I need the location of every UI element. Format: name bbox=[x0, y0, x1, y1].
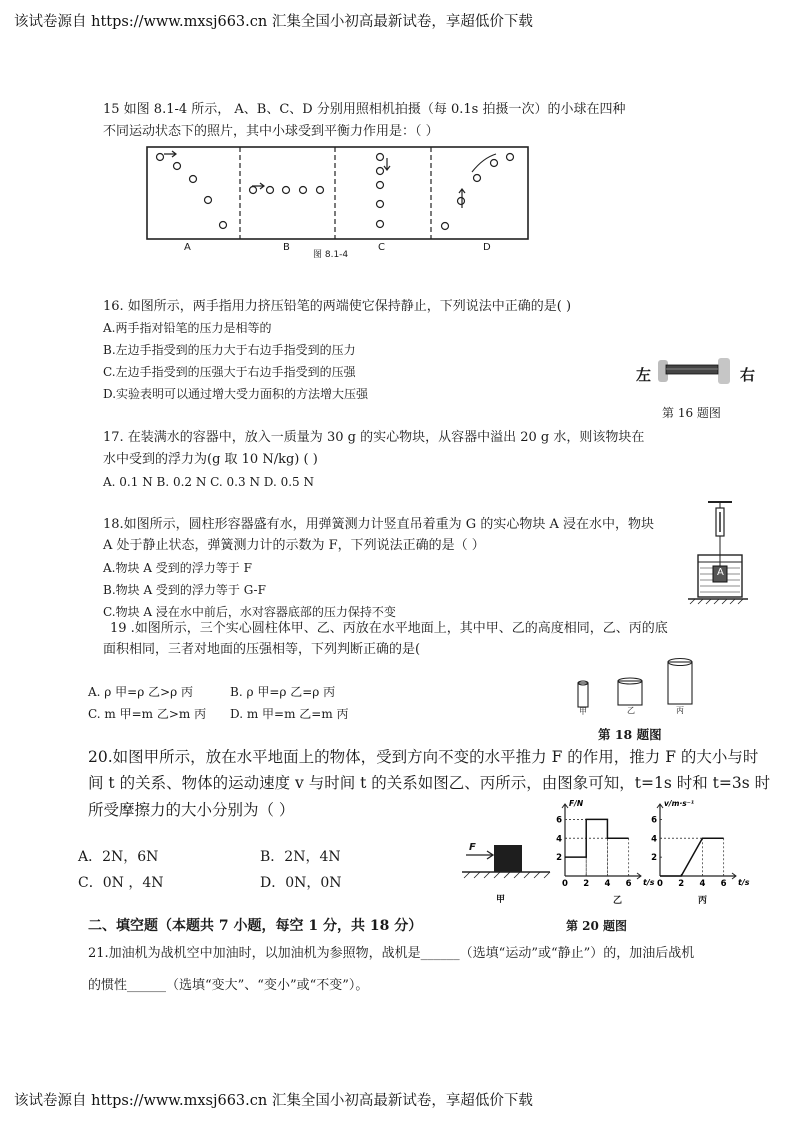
panel-c-balls bbox=[377, 154, 384, 228]
q19-figure-caption: 第 18 题图 bbox=[598, 727, 662, 742]
pushed-block bbox=[494, 845, 522, 872]
cylinder-label-jia: 甲 bbox=[579, 707, 587, 716]
x-axis-label: t/s bbox=[643, 878, 655, 887]
fig-label-jia: 甲 bbox=[496, 895, 506, 905]
section2-title: 二、填空题（本题共 7 小题，每空 1 分，共 18 分） bbox=[88, 918, 423, 934]
q16-option-c: C.左边手指受到的压强大于右边手指受到的压强 bbox=[103, 365, 356, 379]
q17-line2: 水中受到的浮力为(g 取 10 N/kg) ( ) bbox=[103, 452, 318, 467]
q16-label-right: 右 bbox=[740, 366, 756, 384]
q16-option-a: A.两手指对铅笔的压力是相等的 bbox=[103, 321, 272, 335]
panel-label-a: A bbox=[184, 242, 191, 253]
y-tick-label: 2 bbox=[651, 853, 657, 864]
cylinder-yi bbox=[618, 678, 642, 705]
force-label: F bbox=[469, 842, 476, 853]
y-tick-label: 4 bbox=[556, 834, 562, 845]
q20-option-c: C．0N ，4N bbox=[78, 875, 164, 891]
arrow-icon bbox=[384, 158, 390, 170]
q17-line1: 17. 在装满水的容器中，放入一质量为 30 g 的实心物块，从容器中溢出 20 g 水，则该物块在 bbox=[103, 430, 645, 445]
cylinder-label-yi: 乙 bbox=[627, 706, 635, 715]
velocity-time-plot bbox=[650, 800, 750, 900]
q19-figure bbox=[570, 655, 700, 741]
q19-option-b: B. ρ 甲=ρ 乙=ρ 丙 bbox=[230, 685, 336, 699]
q18-line1: 18.如图所示，圆柱形容器盛有水，用弹簧测力计竖直吊着重为 G 的实心物块 A 浸在水中，物块 bbox=[103, 517, 654, 532]
velocity-time-chart bbox=[650, 800, 760, 910]
panel-label-d: D bbox=[483, 242, 491, 253]
q15-line1: 15 如图 8.1-4 所示， A、B、C、D 分别用照相机拍摄（每 0.1s 拍摄一次）的小球在四种 bbox=[103, 102, 626, 117]
q15-line2: 不同运动状态下的照片，其中小球受到平衡力作用是：（ ） bbox=[103, 124, 439, 139]
panel-a-balls bbox=[157, 154, 227, 229]
x-tick-label: 2 bbox=[583, 879, 590, 889]
q18-option-b: B.物块 A 受到的浮力等于 G-F bbox=[103, 583, 266, 597]
y-tick-label: 6 bbox=[651, 815, 657, 826]
q20-line3: 所受摩擦力的大小分别为（ ） bbox=[88, 801, 295, 819]
q18-line2: A 处于静止状态，弹簧测力计的示数为 F，下列说法正确的是（ ） bbox=[103, 538, 485, 553]
x-tick-label: 2 bbox=[678, 879, 685, 889]
q20-line2: 间 t 的关系、物体的运动速度 v 与时间 t 的关系如图乙、丙所示，由图象可知，t=1s 时和 t=3s 时 bbox=[88, 774, 771, 792]
q15-photo-strip bbox=[146, 146, 530, 246]
pencil-icon bbox=[636, 352, 786, 392]
q16-figure-caption: 第 16 题图 bbox=[662, 406, 721, 420]
q16-option-b: B.左边手指受到的压力大于右边手指受到的压力 bbox=[103, 343, 356, 357]
q20-option-d: D．0N，0N bbox=[260, 875, 342, 891]
q19-line2: 面积相同，三者对地面的压强相等，下列判断正确的是( bbox=[103, 642, 421, 657]
x-tick-label: 6 bbox=[720, 879, 727, 889]
force-time-plot bbox=[555, 800, 655, 900]
q21-line2: 的惯性______（选填“变大”、“变小”或“不变”）。 bbox=[88, 978, 369, 993]
arrow-icon bbox=[164, 151, 176, 157]
q20-figure-jia bbox=[462, 838, 552, 905]
q16-stem: 16. 如图所示，两手指用力挤压铅笔的两端使它保持静止，下列说法中正确的是( ) bbox=[103, 299, 572, 314]
q21-line1: 21.加油机为战机空中加油时，以加油机为参照物，战机是______（选填“运动”或“静止”）的，加油后战机 bbox=[88, 946, 695, 961]
q19-option-d: D. m 甲=m 乙=m 丙 bbox=[230, 707, 349, 721]
series-line bbox=[660, 838, 724, 876]
x-tick-label: 4 bbox=[699, 879, 706, 889]
x-tick-label: 0 bbox=[657, 879, 663, 889]
spring-scale-container-diagram bbox=[688, 500, 748, 608]
trajectory-arc bbox=[472, 154, 496, 172]
force-time-chart bbox=[555, 800, 655, 910]
q16-label-left: 左 bbox=[636, 366, 652, 384]
cylinder-label-bing: 丙 bbox=[676, 706, 684, 715]
arrow-icon bbox=[252, 183, 264, 189]
x-tick-label: 6 bbox=[625, 879, 632, 889]
x-axis-label: t/s bbox=[738, 878, 750, 887]
q20-line1: 20.如图甲所示，放在水平地面上的物体，受到方向不变的水平推力 F 的作用，推力 F 的大小与时 bbox=[88, 748, 759, 766]
fig-label-bing: 丙 bbox=[698, 896, 708, 906]
panel-label-c: C bbox=[378, 242, 385, 253]
q19-option-c: C. m 甲=m 乙>m 丙 bbox=[88, 707, 207, 721]
page-header: 该试卷源自 https://www.mxsj663.cn 汇集全国小初高最新试卷，享超低价下载 bbox=[14, 14, 533, 30]
q16-figure bbox=[636, 352, 784, 422]
q20-option-b: B．2N，4N bbox=[260, 849, 341, 865]
q16-option-d: D.实验表明可以通过增大受力面积的方法增大压强 bbox=[103, 387, 369, 401]
q15-figure bbox=[146, 146, 530, 261]
block-label: A bbox=[717, 567, 724, 578]
panel-b-balls bbox=[250, 187, 324, 194]
q18-figure bbox=[688, 500, 748, 608]
q17-options: A. 0.1 N B. 0.2 N C. 0.3 N D. 0.5 N bbox=[103, 475, 314, 489]
cylinder-jia bbox=[578, 681, 588, 707]
q19-option-a: A. ρ 甲=ρ 乙>ρ 丙 bbox=[88, 685, 194, 699]
q18-option-c: C.物块 A 浸在水中前后，水对容器底部的压力保持不变 bbox=[103, 605, 396, 619]
y-axis-label: F/N bbox=[569, 799, 584, 808]
fig-label-yi: 乙 bbox=[613, 896, 623, 906]
panel-d-balls bbox=[442, 154, 514, 230]
y-tick-label: 4 bbox=[651, 834, 657, 845]
q19-line1: 19 .如图所示，三个实心圆柱体甲、乙、丙放在水平地面上，其中甲、乙的高度相同，乙、丙的底 bbox=[110, 621, 668, 636]
y-tick-label: 6 bbox=[556, 815, 562, 826]
x-tick-label: 4 bbox=[604, 879, 611, 889]
y-axis-label: v/m·s⁻¹ bbox=[664, 799, 694, 808]
q15-figure-caption: 图 8.1-4 bbox=[313, 250, 349, 260]
q20-figure-caption: 第 20 题图 bbox=[566, 919, 628, 933]
q20-option-a: A．2N，6N bbox=[78, 849, 159, 865]
page-footer: 该试卷源自 https://www.mxsj663.cn 汇集全国小初高最新试卷，享超低价下载 bbox=[14, 1093, 533, 1109]
cylinder-bing bbox=[668, 659, 692, 705]
y-tick-label: 2 bbox=[556, 853, 562, 864]
panel-label-b: B bbox=[283, 242, 290, 253]
q18-option-a: A.物块 A 受到的浮力等于 F bbox=[103, 561, 252, 575]
x-tick-label: 0 bbox=[562, 879, 568, 889]
